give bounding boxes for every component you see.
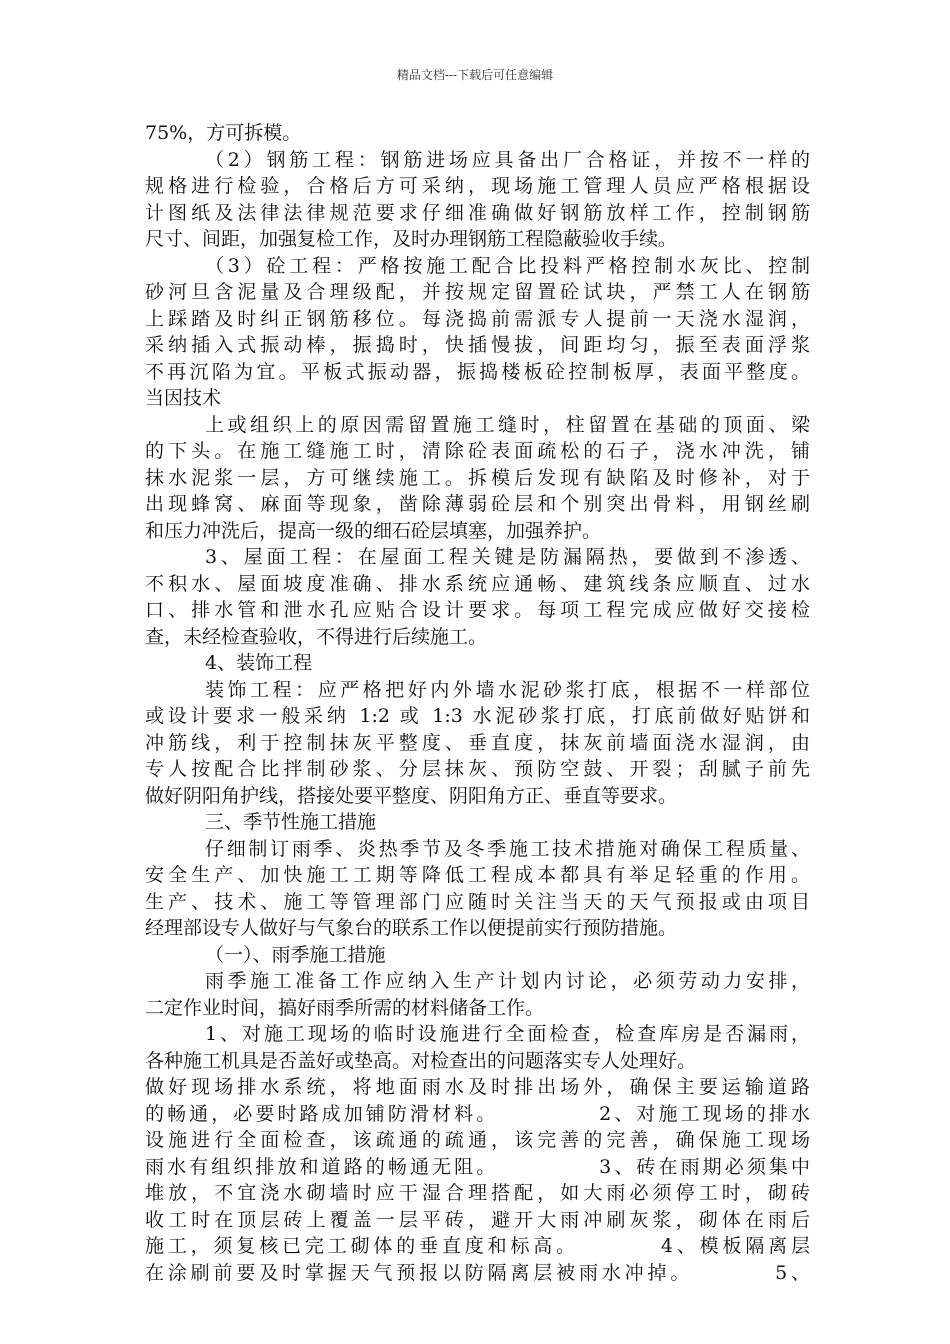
text-line: （2）钢筋工程：钢筋进场应具备出厂合格证，并按不一样的 [205, 148, 810, 171]
text-line: 查，未经检查验收，不得进行后续施工。 [145, 625, 488, 648]
text-line: 计图纸及法律法律规范要求仔细准确做好钢筋放样工作，控制钢筋 [145, 201, 810, 224]
text-line: 砂河旦含泥量及合理级配，并按规定留置砼试块，严禁工人在钢筋 [145, 281, 810, 303]
text-line: 装饰工程：应严格把好内外墙水泥砂浆打底，根据不一样部位 [205, 678, 810, 701]
text-line: 4、装饰工程 [205, 652, 313, 674]
text-line: 二定作业时间，搞好雨季所需的材料储备工作。 [145, 996, 545, 1019]
page-header: 精品文档---下载后可任意编辑 [396, 68, 554, 82]
text-line: （一）、雨季施工措施 [205, 943, 386, 966]
text-line: 出现蜂窝、麻面等现象，凿除薄弱砼层和个别突出骨料，用钢丝刷 [145, 493, 810, 515]
text-line: 上或组织上的原因需留置施工缝时，柱留置在基础的顶面、梁 [205, 413, 810, 436]
text-line: 收工时在顶层砖上覆盖一层平砖，避开大雨冲刷灰浆，砌体在雨后 [145, 1208, 810, 1231]
text-line: 抹水泥浆一层，方可继续施工。拆模后发现有缺陷及时修补，对于 [145, 466, 810, 489]
text-line: 雨季施工准备工作应纳入生产计划内讨论，必须劳动力安排， [205, 970, 810, 992]
text-line: 施工，须复核已完工砌体的垂直度和标高。 4、模板隔离层 [145, 1235, 810, 1257]
text-line: 雨水有组织排放和道路的畅通无阻。 3、砖在雨期必须集中 [145, 1155, 810, 1178]
text-line: 不积水、屋面坡度准确、排水系统应通畅、建筑线条应顺直、过水 [145, 572, 810, 595]
text-line: 堆放，不宜浇水砌墙时应干湿合理搭配，如大雨必须停工时，砌砖 [145, 1182, 810, 1204]
text-line: 3、屋面工程：在屋面工程关键是防漏隔热，要做到不渗透、 [205, 546, 810, 568]
text-line: 在涂刷前要及时掌握天气预报以防隔离层被雨水冲掉。 5、 [145, 1261, 810, 1284]
text-line: 各种施工机具是否盖好或垫高。对检查出的问题落实专人处理好。 [145, 1049, 697, 1072]
text-line: 不再沉陷为宜。平板式振动器，振捣楼板砼控制板厚，表面平整度。 [145, 360, 810, 383]
text-line: 尺寸、间距，加强复检工作，及时办理钢筋工程隐蔽验收手续。 [145, 228, 678, 250]
text-line: 或设计要求一般采纳 1:2 或 1:3 水泥砂浆打底，打底前做好贴饼和 [145, 705, 810, 727]
text-line: 做好阴阳角护线，搭接处要平整度、阴阳角方正、垂直等要求。 [145, 784, 678, 807]
text-line: 和压力冲洗后，提高一级的细石砼层填塞，加强养护。 [145, 519, 602, 542]
text-line: 规格进行检验，合格后方可采纳，现场施工管理人员应严格根据设 [145, 175, 810, 197]
text-line: 冲筋线，利于控制抹灰平整度、垂直度，抹灰前墙面浇水湿润，由 [145, 731, 810, 754]
text-line: 口、排水管和泄水孔应贴合设计要求。每项工程完成应做好交接检 [145, 599, 810, 621]
text-line: （3）砼工程：严格按施工配合比投料严格控制水灰比、控制 [205, 254, 810, 277]
text-line: 安全生产、加快施工工期等降低工程成本都具有举足轻重的作用。 [145, 864, 810, 886]
text-line: 经理部设专人做好与气象台的联系工作以便提前实行预防措施。 [145, 917, 678, 939]
text-line: 1、对施工现场的临时设施进行全面检查，检查库房是否漏雨， [205, 1023, 810, 1045]
text-line: 上踩踏及时纠正钢筋移位。每浇捣前需派专人提前一天浇水湿润， [145, 307, 810, 330]
document-body [145, 120, 810, 1286]
text-line: 当因技术 [145, 387, 222, 409]
text-line: 专人按配合比拌制砂浆、分层抹灰、预防空鼓、开裂；刮腻子前先 [145, 758, 810, 780]
text-line: 采纳插入式振动棒，振捣时，快插慢拔，间距均匀，振至表面浮浆 [145, 334, 810, 356]
text-line: 三、季节性施工措施 [205, 811, 377, 833]
text-line: 设施进行全面检查，该疏通的疏通，该完善的完善，确保施工现场 [145, 1129, 810, 1151]
text-line: 仔细制订雨季、炎热季节及冬季施工技术措施对确保工程质量、 [205, 837, 810, 860]
text-line: 75%，方可拆模。 [145, 122, 302, 144]
text-line: 做好现场排水系统，将地面雨水及时排出场外，确保主要运输道路 [145, 1076, 810, 1098]
text-line: 生产、技术、施工等管理部门应随时关注当天的天气预报或由项目 [145, 890, 810, 913]
text-line: 的畅通，必要时路成加铺防滑材料。 2、对施工现场的排水 [145, 1102, 810, 1125]
text-line: 的下头。在施工缝施工时，清除砼表面疏松的石子，浇水冲洗，铺 [145, 440, 810, 462]
